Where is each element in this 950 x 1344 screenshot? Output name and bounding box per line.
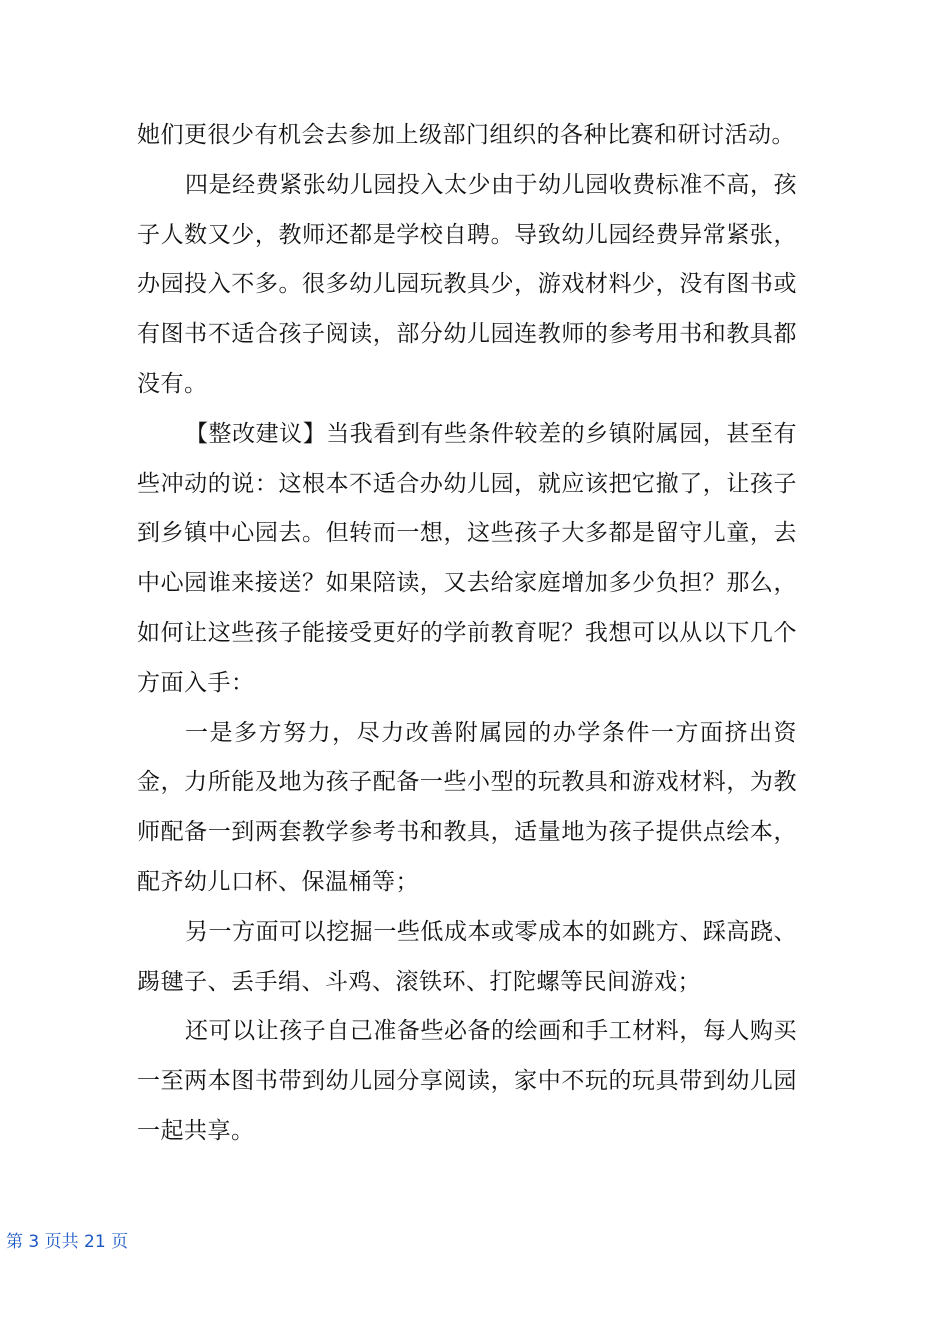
document-body <box>137 111 797 1157</box>
page-number-footer: 第 3 页共 21 页 <box>6 1232 129 1252</box>
paragraph-shared-materials: 还可以让孩子自己准备些必备的绘画和手工材料，每人购买一至两本图书带到幼儿园分享阅读，家中不玩的玩具带到幼儿园一起共享。 <box>137 1018 797 1144</box>
paragraph-improve-conditions: 一是多方努力，尽力改善附属园的办学条件一方面挤出资金，力所能及地为孩子配备一些小型的玩教具和游戏材料，为教师配备一到两套教学参考书和教具，适量地为孩子提供点绘本，配齐幼儿口杯、保温桶等； <box>137 719 797 895</box>
paragraph-funding-issue: 四是经费紧张幼儿园投入太少由于幼儿园收费标准不高，孩子人数又少，教师还都是学校自聘。导致幼儿园经费异常紧张，办园投入不多。很多幼儿园玩教具少，游戏材料少，没有图书或有图书不适合孩子阅读，部分幼儿园连教师的参考用书和教具都没有。 <box>137 171 797 397</box>
paragraph-rectification-suggestion: 【整改建议】当我看到有些条件较差的乡镇附属园，甚至有些冲动的说：这根本不适合办幼儿园，就应该把它撤了，让孩子到乡镇中心园去。但转而一想，这些孩子大多都是留守儿童，去中心园谁来接送？如果陪读，又去给家庭增加多少负担？那么，如何让这些孩子能接受更好的学前教育呢？我想可以从以下几个方面入手： <box>137 420 797 696</box>
paragraph-continuation: 她们更很少有机会去参加上级部门组织的各种比赛和研讨活动。 <box>137 122 795 148</box>
paragraph-folk-games: 另一方面可以挖掘一些低成本或零成本的如跳方、踩高跷、踢毽子、丢手绢、斗鸡、滚铁环、打陀螺等民间游戏； <box>137 918 797 995</box>
